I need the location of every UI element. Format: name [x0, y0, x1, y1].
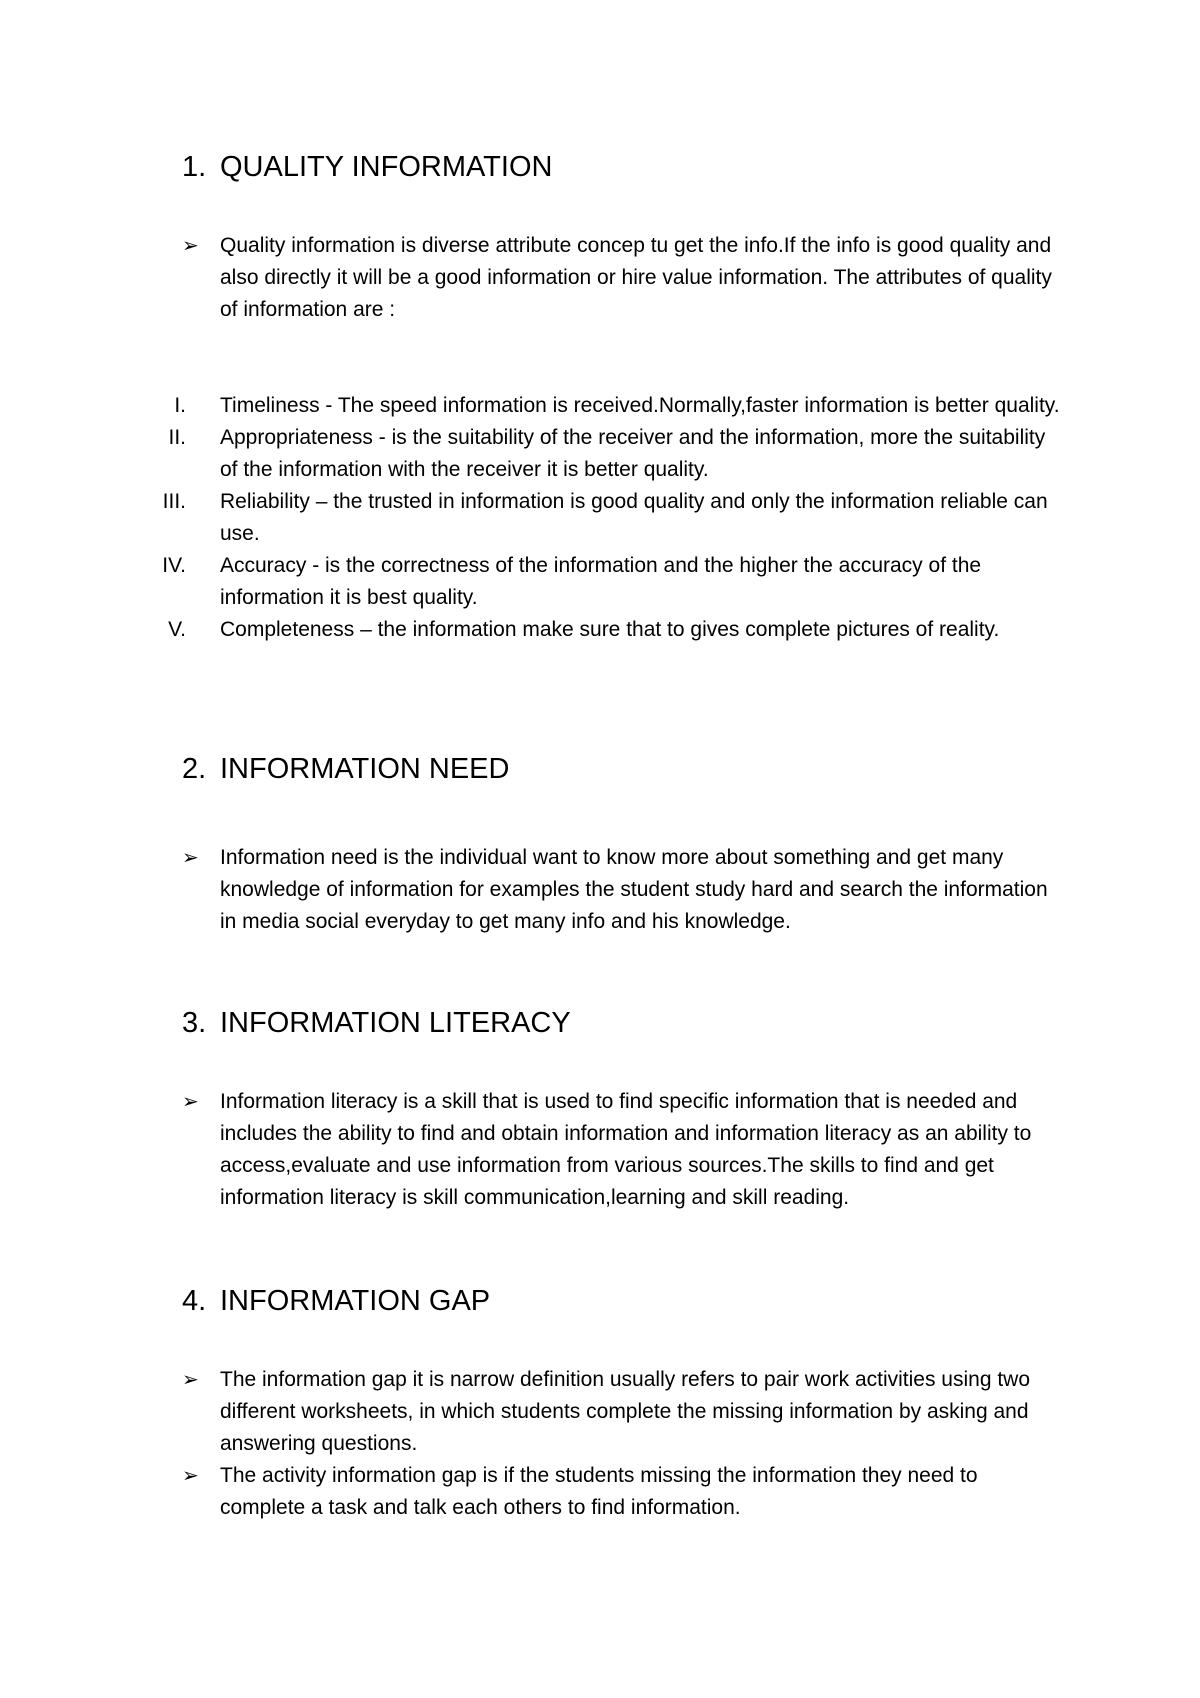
- section-2-bullets: [182, 842, 1062, 938]
- section-1-roman-list: [130, 390, 1062, 646]
- roman-numeral: IV.: [162, 554, 186, 577]
- roman-list-item: [130, 614, 1062, 646]
- bullet-item: [182, 842, 1062, 938]
- bullet-text: The information gap it is narrow definition usually refers to pair work activities using two different worksheets, in which students complete the missing information by asking and answering questions.: [220, 1368, 1031, 1455]
- section-2-heading: [182, 752, 509, 786]
- roman-item-text: Appropriateness - is the suitability of the receiver and the information, more the suitability of the information with the receiver it is better quality.: [220, 426, 1046, 481]
- section-4-heading: [182, 1284, 490, 1318]
- section-1-title: QUALITY INFORMATION: [220, 151, 553, 183]
- section-1-heading: [182, 150, 552, 184]
- arrow-bullet-icon: ➢: [182, 1091, 199, 1113]
- section-3-title: INFORMATION LITERACY: [220, 1007, 571, 1039]
- arrow-bullet-icon: ➢: [182, 1369, 199, 1391]
- section-2-title: INFORMATION NEED: [220, 753, 510, 785]
- bullet-item: [182, 230, 1062, 326]
- roman-item-text: Timeliness - The speed information is received.Normally,faster information is better quality.: [220, 394, 1060, 417]
- roman-numeral: II.: [168, 426, 186, 449]
- roman-list-item: [130, 486, 1062, 550]
- roman-numeral: III.: [162, 490, 186, 513]
- bullet-text: Quality information is diverse attribute concep tu get the info.If the info is good quality and also directly it will be a good information or hire value information. The attributes of quality of information are :: [220, 234, 1052, 321]
- roman-list-item: [130, 422, 1062, 486]
- bullet-item: [182, 1460, 1062, 1524]
- bullet-text: Information need is the individual want to know more about something and get many knowledge of information for examples the student study hard and search the information in media social everyday to get many info and his knowledge.: [220, 846, 1048, 933]
- section-3-number: 3.: [182, 1007, 207, 1039]
- roman-item-text: Reliability – the trusted in information is good quality and only the information reliable can use.: [220, 490, 1048, 545]
- roman-item-text: Accuracy - is the correctness of the information and the higher the accuracy of the information it is best quality.: [220, 554, 982, 609]
- roman-list-item: [130, 550, 1062, 614]
- section-1-bullets: [182, 230, 1062, 326]
- arrow-bullet-icon: ➢: [182, 235, 199, 257]
- bullet-item: [182, 1364, 1062, 1460]
- roman-item-text: Completeness – the information make sure that to gives complete pictures of reality.: [220, 618, 1000, 641]
- roman-numeral: V.: [168, 618, 186, 641]
- bullet-text: Information literacy is a skill that is used to find specific information that is needed and includes the ability to find and obtain information and information literacy as an ability to access,evaluate and use information from various sources.The skills to find and get information literacy is skill communication,learning and skill reading.: [220, 1090, 1032, 1209]
- roman-numeral: I.: [174, 394, 186, 417]
- section-4-title: INFORMATION GAP: [220, 1285, 491, 1317]
- section-4-number: 4.: [182, 1285, 207, 1317]
- arrow-bullet-icon: ➢: [182, 1465, 199, 1487]
- bullet-text: The activity information gap is if the students missing the information they need to complete a task and talk each others to find information.: [220, 1464, 978, 1519]
- section-3-heading: [182, 1006, 571, 1040]
- arrow-bullet-icon: ➢: [182, 847, 199, 869]
- section-3-bullets: [182, 1086, 1062, 1214]
- section-1-number: 1.: [182, 151, 207, 183]
- section-4-bullets: [182, 1364, 1062, 1524]
- section-2-number: 2.: [182, 753, 207, 785]
- bullet-item: [182, 1086, 1062, 1214]
- roman-list-item: [130, 390, 1062, 422]
